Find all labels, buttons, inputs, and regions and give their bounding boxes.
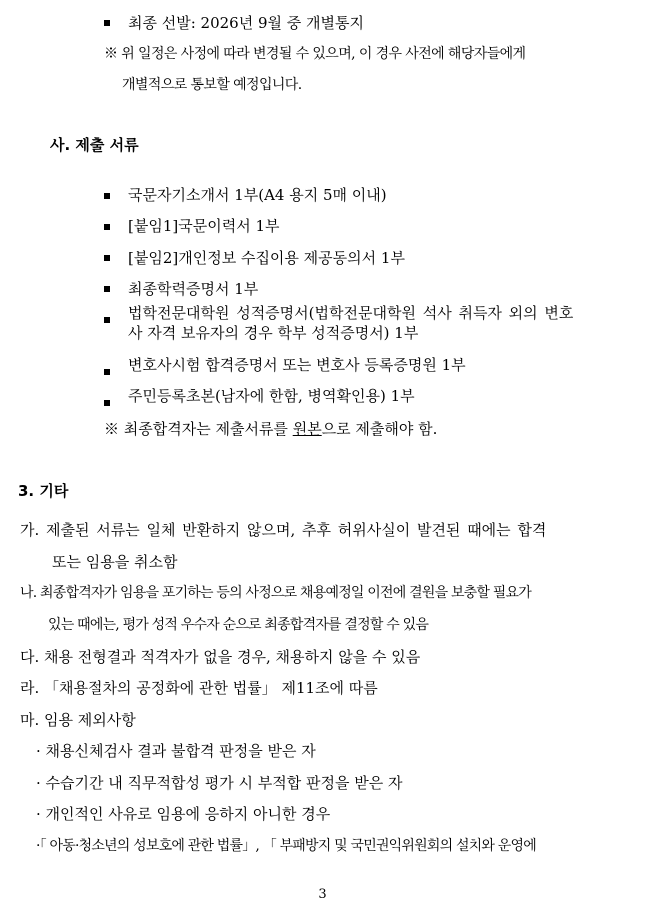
item-ga-line2: 또는 임용을 취소함 xyxy=(52,553,178,571)
document-item: [붙임2]개인정보 수집이용 제공동의서 1부 xyxy=(128,249,405,267)
section-heading-other: 3. 기타 xyxy=(18,482,69,500)
bullet-square-icon xyxy=(104,317,110,323)
bullet-square-icon xyxy=(104,369,110,375)
document-item: 법학전문대학원 성적증명서(법학전문대학원 석사 취득자 외의 변호 xyxy=(128,304,574,322)
bullet-square-icon xyxy=(104,400,110,406)
document-item: 국문자기소개서 1부(A4 용지 5매 이내) xyxy=(128,186,387,204)
item-na-line1: 나. 최종합격자가 임용을 포기하는 등의 사정으로 채용예정일 이전에 결원을 보충할 필요가 xyxy=(20,585,531,601)
document-item-continuation: 사 자격 보유자의 경우 학부 성적증명서) 1부 xyxy=(128,324,419,342)
item-ga-line1: 가. 제출된 서류는 일체 반환하지 않으며, 추후 허위사실이 발견된 때에는 합격 xyxy=(20,521,547,539)
item-da: 다. 채용 전형결과 적격자가 없을 경우, 채용하지 않을 수 있음 xyxy=(20,648,421,666)
note-underlined-original: 원본 xyxy=(292,420,322,438)
item-na-line2: 있는 때에는, 평가 성적 우수자 순으로 최종합격자를 결정할 수 있음 xyxy=(48,617,429,633)
note-suffix: 으로 제출해야 함. xyxy=(321,420,438,438)
original-documents-note xyxy=(104,419,437,439)
document-item: 주민등록초본(남자에 한함, 병역확인용) 1부 xyxy=(128,387,415,405)
note-prefix: ※ 최종합격자는 제출서류를 xyxy=(104,420,293,438)
bullet-square-icon xyxy=(104,224,110,230)
schedule-notice-line1: ※ 위 일정은 사정에 따라 변경될 수 있으며, 이 경우 사전에 해당자들에게 xyxy=(104,46,526,62)
bullet-square-icon xyxy=(104,193,110,199)
document-item: 변호사시험 합격증명서 또는 변호사 등록증명원 1부 xyxy=(128,356,466,374)
page-number: 3 xyxy=(318,887,327,902)
document-item: 최종학력증명서 1부 xyxy=(128,280,259,298)
exclusion-item: · 수습기간 내 직무적합성 평가 시 부적합 판정을 받은 자 xyxy=(36,774,403,792)
section-heading-submission-documents: 사. 제출 서류 xyxy=(50,136,139,154)
exclusion-item: · 채용신체검사 결과 불합격 판정을 받은 자 xyxy=(36,742,316,760)
exclusion-item: · 개인적인 사유로 임용에 응하지 아니한 경우 xyxy=(36,805,331,823)
bullet-square-icon xyxy=(104,255,110,261)
item-ma: 마. 임용 제외사항 xyxy=(20,711,136,729)
schedule-notice-line2: 개별적으로 통보할 예정입니다. xyxy=(122,77,302,93)
exclusion-item: ·「 아동·청소년의 성보호에 관한 법률」, 「 부패방지 및 국민권익위원회의 설치와 운영에 xyxy=(36,838,536,854)
document-item: [붙임1]국문이력서 1부 xyxy=(128,217,280,235)
final-selection-text: 최종 선발: 2026년 9월 중 개별통지 xyxy=(128,14,365,32)
item-ra: 라. 「채용절차의 공정화에 관한 법률」 제11조에 따름 xyxy=(20,679,378,697)
bullet-square-icon xyxy=(104,20,110,26)
bullet-square-icon xyxy=(104,286,110,292)
